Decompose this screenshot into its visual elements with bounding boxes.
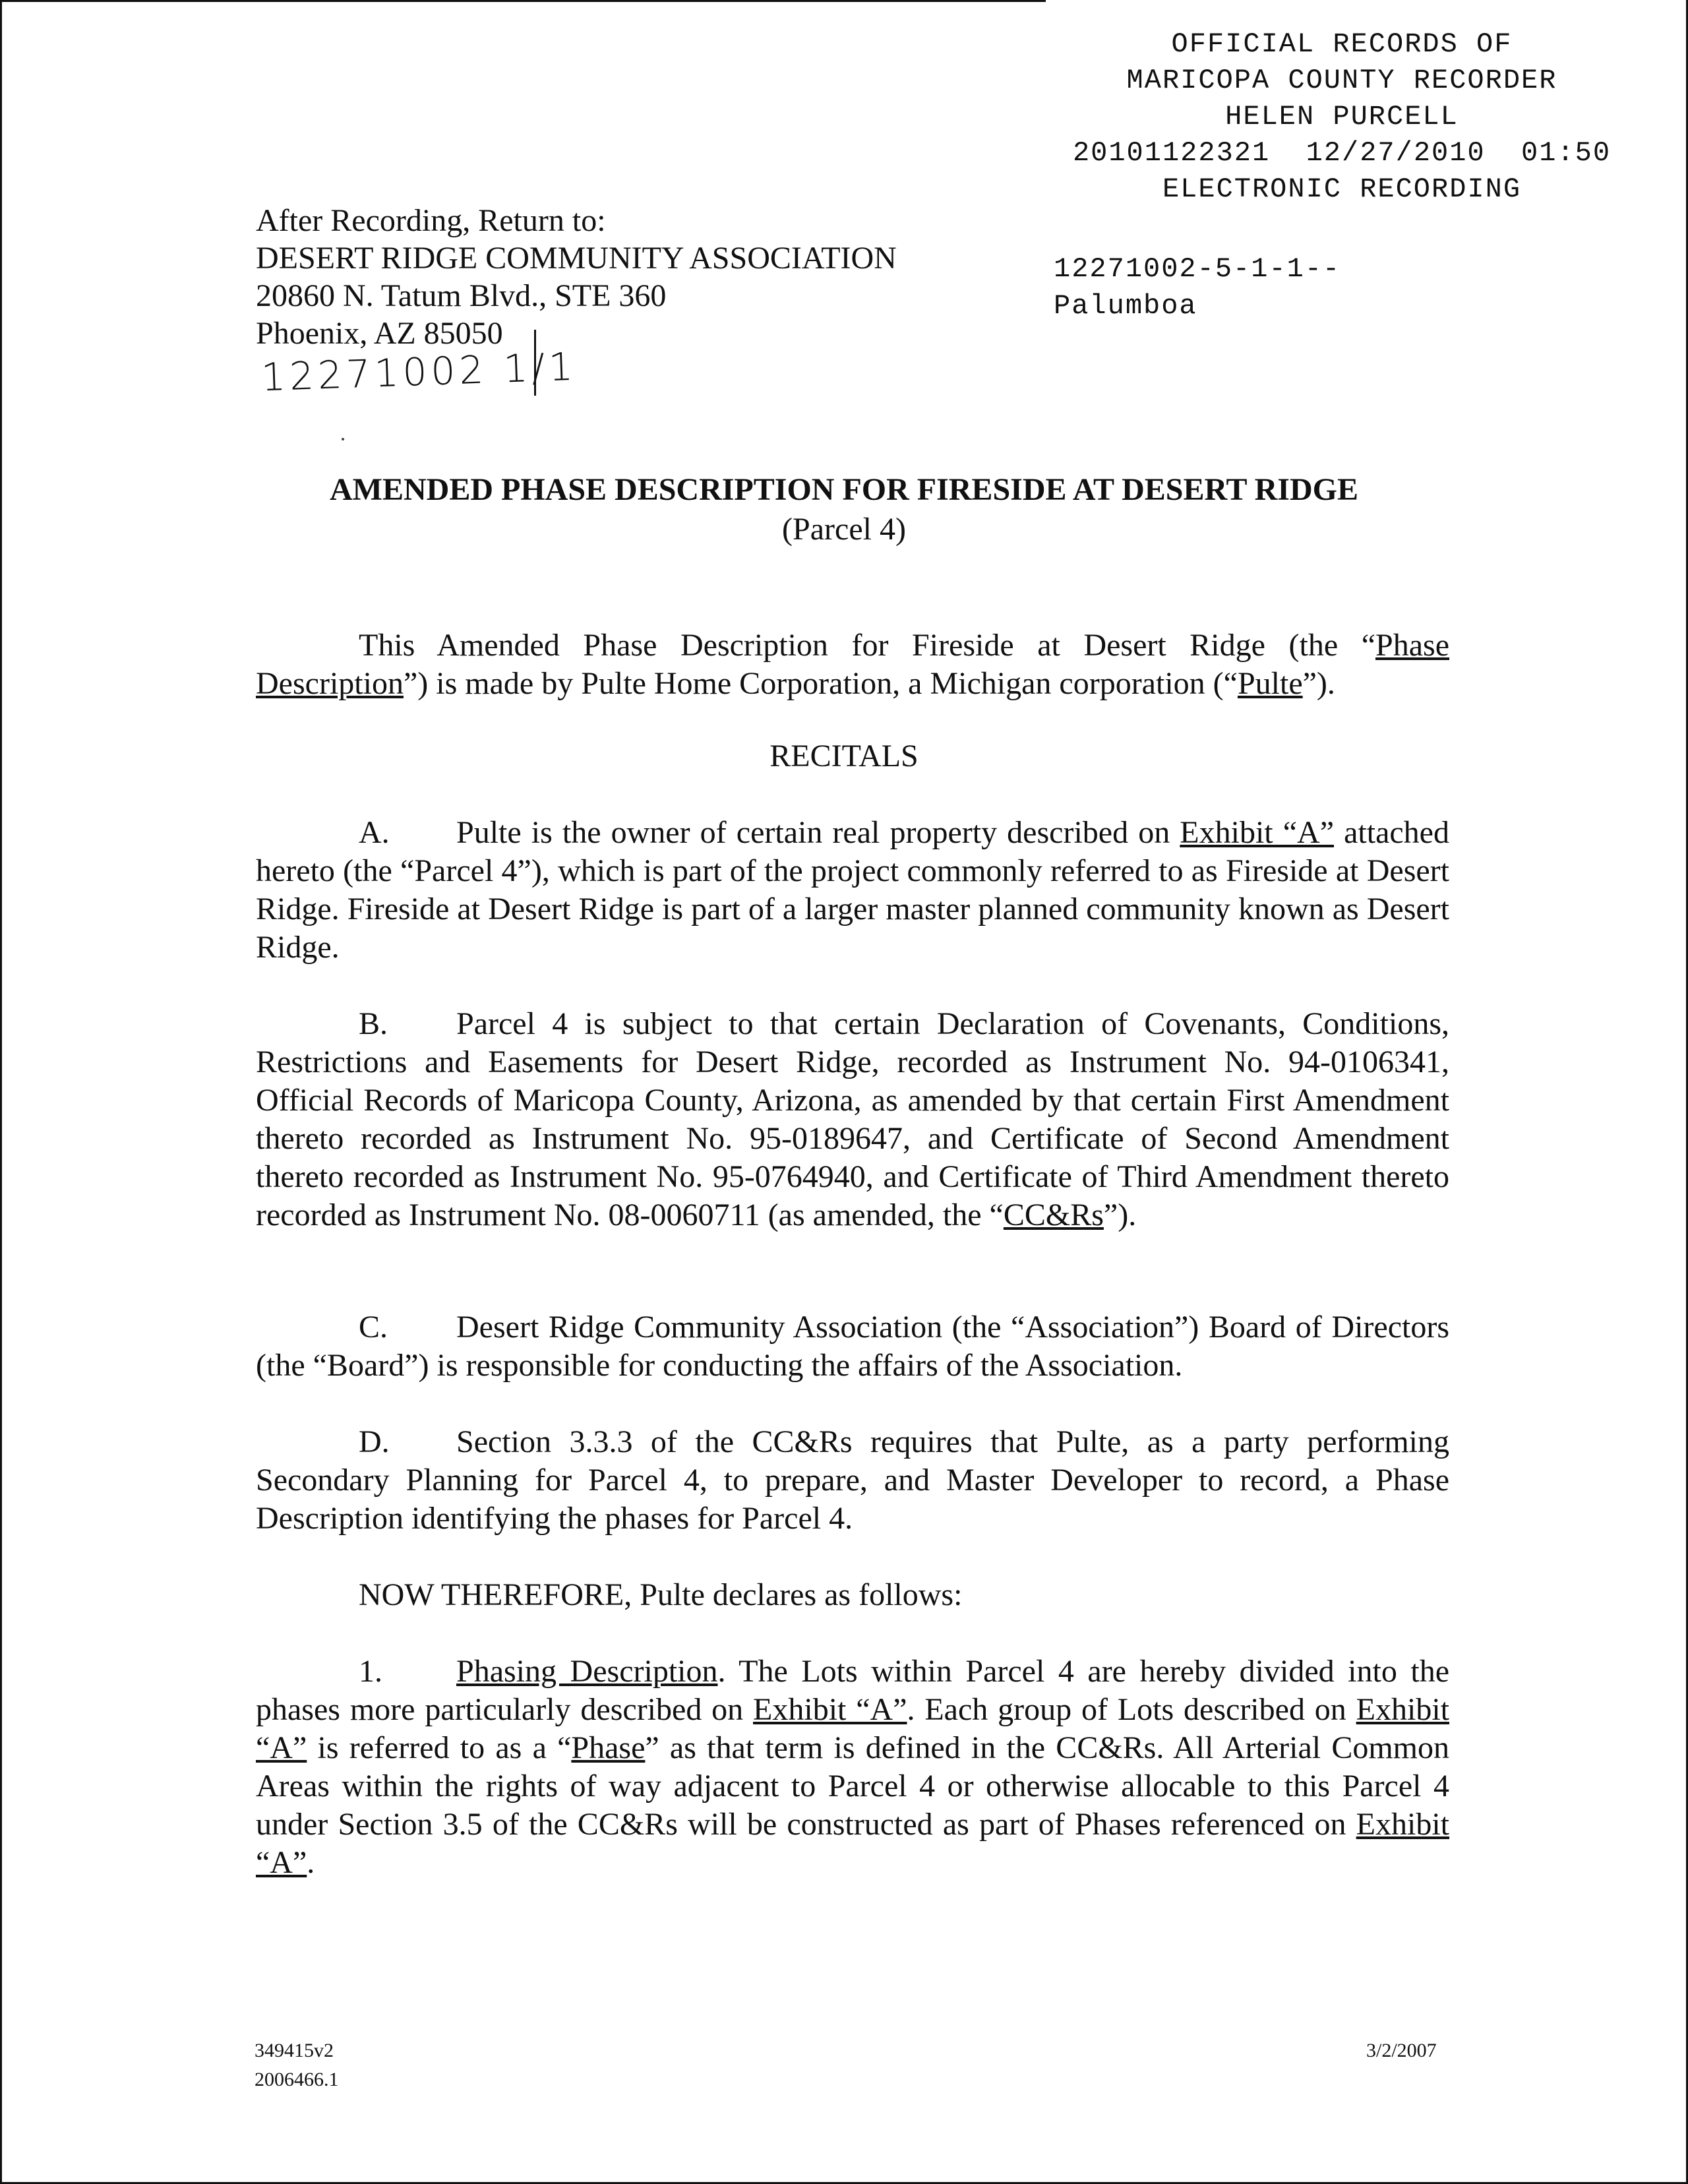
left-border-line xyxy=(0,0,2,2184)
intro-text-3: ”). xyxy=(1302,666,1335,701)
return-org: DESERT RIDGE COMMUNITY ASSOCIATION xyxy=(256,241,897,276)
top-border-line xyxy=(0,0,1046,2)
section-1-exhibit-link-1: Exhibit “A” xyxy=(753,1692,907,1727)
recital-b-ccrs-term: CC&Rs xyxy=(1003,1198,1104,1232)
return-address-block xyxy=(256,202,897,352)
recital-b-text-2: ”). xyxy=(1103,1198,1137,1232)
section-1-exhibit-link-2: Exhibit “A” xyxy=(256,1692,1449,1765)
stray-mark xyxy=(342,438,344,440)
section-1-heading: Phasing Description xyxy=(456,1654,718,1689)
intro-defined-term-phase-description: Phase Description xyxy=(256,628,1449,701)
document-title: AMENDED PHASE DESCRIPTION FOR FIRESIDE AT DESERT RIDGE xyxy=(330,472,1358,507)
recital-d-paragraph xyxy=(256,1423,1449,1538)
intro-defined-term-pulte: Pulte xyxy=(1237,666,1303,701)
stamp-line-3: HELEN PURCELL xyxy=(1225,101,1459,133)
recitals-heading: RECITALS xyxy=(769,739,919,774)
recital-b-label: B. xyxy=(359,1006,388,1041)
recital-c-label: C. xyxy=(359,1310,388,1345)
stamp-line-1: OFFICIAL RECORDS OF xyxy=(1171,28,1513,60)
footer-date: 3/2/2007 xyxy=(1366,2040,1437,2061)
recording-id-code: 12271002-5-1-1-- xyxy=(1054,253,1341,285)
recital-c-paragraph xyxy=(256,1308,1449,1385)
recital-a-paragraph xyxy=(256,814,1449,967)
return-street: 20860 N. Tatum Blvd., STE 360 xyxy=(256,278,667,313)
return-city: Phoenix, AZ 85050 xyxy=(256,316,503,351)
recital-a-text-2: attached hereto (the “Parcel 4”), which is part of the project commonly referred to as Fireside at Desert Ridge. Fireside at Desert Ridge is part of a larger master planned community known as Desert Ridge. xyxy=(256,815,1449,965)
footer-doc-id: 349415v2 xyxy=(255,2040,334,2061)
section-1-text-2: . Each group of Lots described on xyxy=(907,1692,1356,1727)
section-1-label: 1. xyxy=(359,1654,382,1689)
section-1-text-5: . xyxy=(307,1845,315,1880)
section-1-phase-term: Phase xyxy=(571,1730,646,1765)
footer-doc-number: 2006466.1 xyxy=(255,2069,339,2090)
footer-left xyxy=(255,2036,339,2094)
recital-a-text-1: Pulte is the owner of certain real property described on xyxy=(456,815,1180,850)
now-therefore-text: NOW THEREFORE, Pulte declares as follows: xyxy=(359,1577,963,1612)
return-heading: After Recording, Return to: xyxy=(256,203,606,238)
intro-text-1: This Amended Phase Description for Fireside at Desert Ridge (the “ xyxy=(359,628,1376,663)
recital-d-label: D. xyxy=(359,1424,390,1459)
now-therefore-paragraph xyxy=(256,1576,1449,1614)
stamp-line-5: ELECTRONIC RECORDING xyxy=(1162,173,1522,205)
section-1-text-1: . The Lots within Parcel 4 are hereby divided into the phases more particularly described on xyxy=(256,1654,1449,1727)
intro-paragraph xyxy=(256,626,1449,703)
recital-c-text: Desert Ridge Community Association (the “Association”) Board of Directors (the “Board”) is responsible for conducting the affairs of the Association. xyxy=(256,1310,1449,1383)
recital-b-text-1: Parcel 4 is subject to that certain Declaration of Covenants, Conditions, Restrictions and Easements for Desert Ridge, recorded as Instrument No. 94-0106341, Official Records of Maricopa County, Arizona, as amended by that certain First Amendment thereto recorded as Instrument No. 95-0189647, and Certificate of Second Amendment thereto recorded as Instrument No. 95-0764940, and Certificate of Third Amendment thereto recorded as Instrument No. 08-0060711 (as amended, the “ xyxy=(256,1006,1449,1232)
document-subtitle: (Parcel 4) xyxy=(782,512,906,547)
recital-b-paragraph xyxy=(256,1005,1449,1234)
handwritten-note: 12271002 1/1 xyxy=(260,344,578,400)
section-1-text-3: is referred to as a “ xyxy=(307,1730,572,1765)
recital-a-exhibit-link: Exhibit “A” xyxy=(1180,815,1334,850)
recital-d-text: Section 3.3.3 of the CC&Rs requires that Pulte, as a party performing Secondary Planning for Parcel 4, to prepare, and Master Developer to record, a Phase Description identifying the phases for Parcel 4. xyxy=(256,1424,1449,1536)
stamp-line-2: MARICOPA COUNTY RECORDER xyxy=(1126,65,1557,96)
section-1-text-4: ” as that term is defined in the CC&Rs. All Arterial Common Areas within the rights of way adjacent to Parcel 4 or otherwise allocable to this Parcel 4 under Section 3.5 of the CC&Rs will be constructed as part of Phases referenced on xyxy=(256,1730,1450,1842)
stamp-line-4: 20101122321 12/27/2010 01:50 xyxy=(1072,137,1612,169)
recording-stamp xyxy=(1035,26,1648,208)
recording-ids xyxy=(1054,251,1341,324)
section-1-paragraph xyxy=(256,1653,1449,1882)
recital-a-label: A. xyxy=(359,815,390,850)
section-1-exhibit-link-3: Exhibit “A” xyxy=(256,1807,1449,1880)
recording-id-name: Palumboa xyxy=(1054,290,1197,322)
intro-text-2: ”) is made by Pulte Home Corporation, a Michigan corporation (“ xyxy=(403,666,1238,701)
